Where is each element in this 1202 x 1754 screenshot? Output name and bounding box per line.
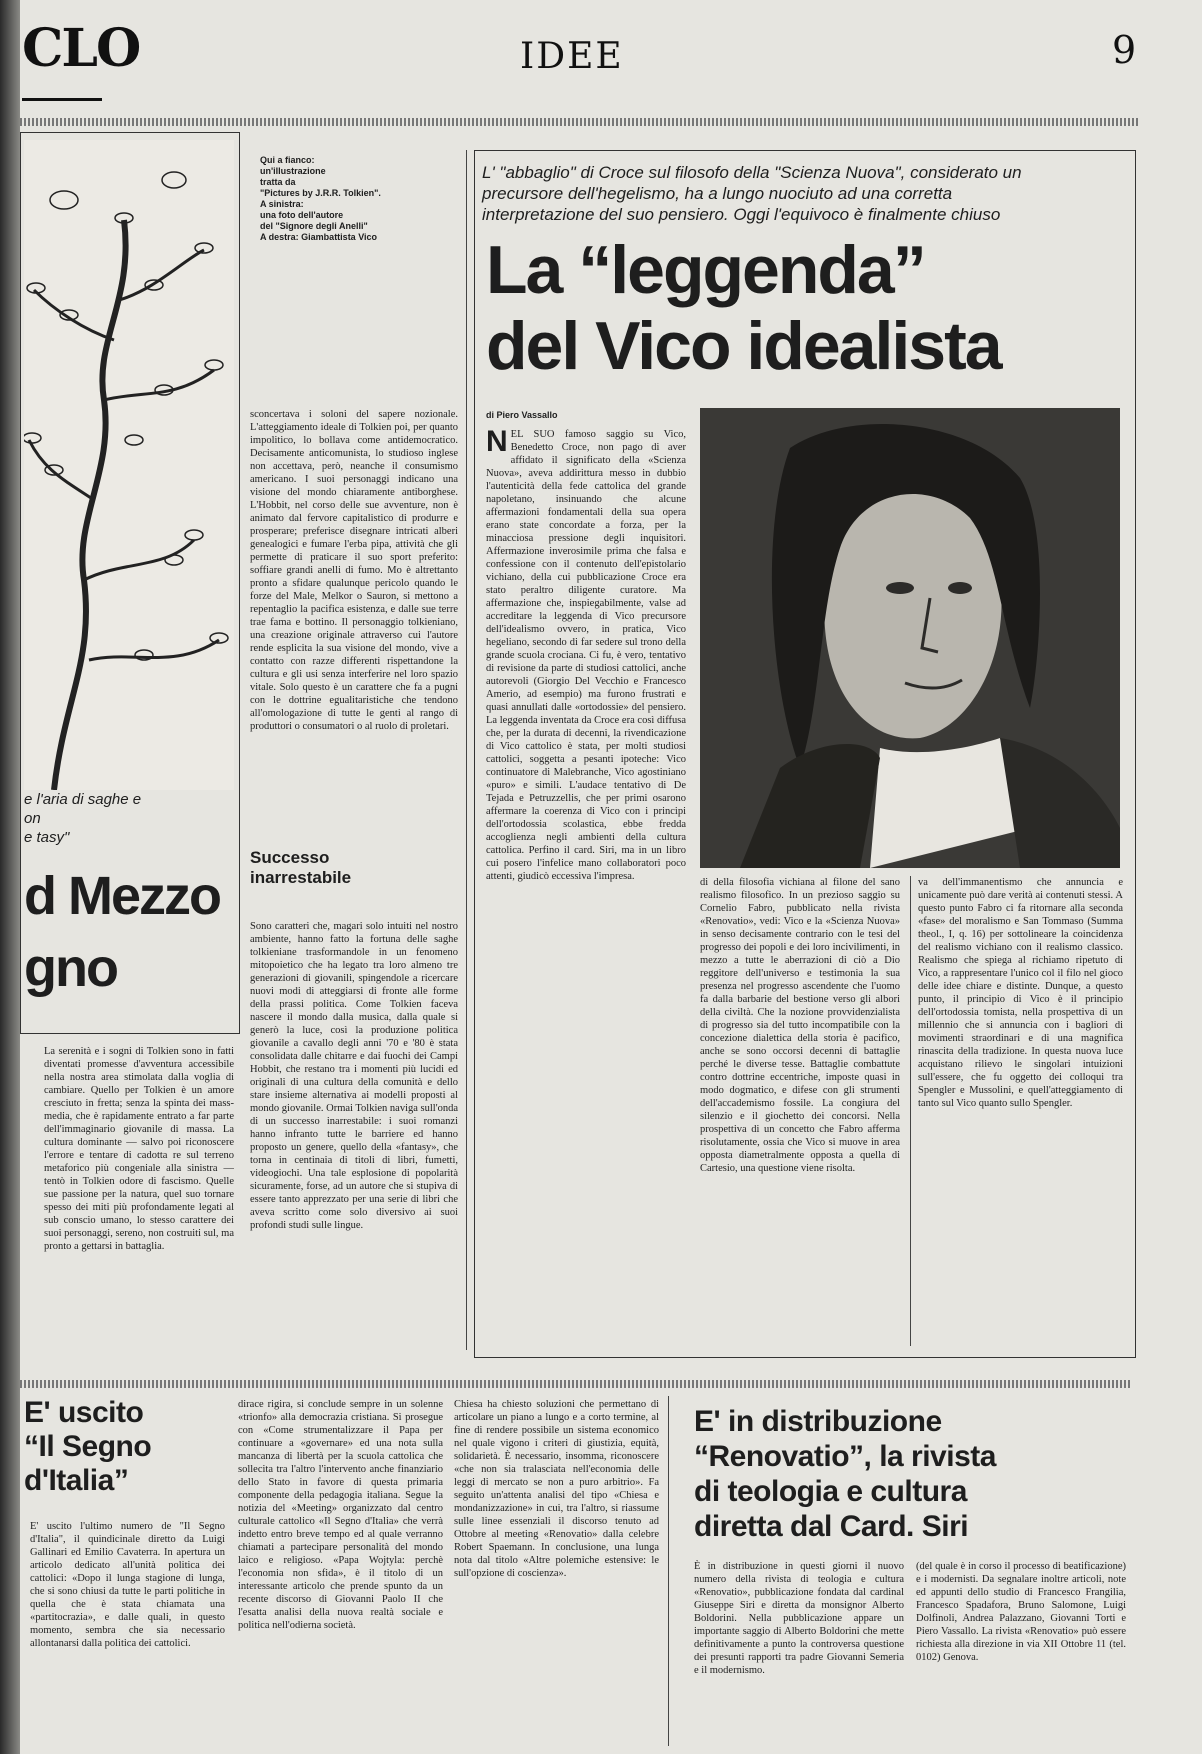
dropcap: N [486,428,508,458]
title-line-2: gno [24,938,117,998]
vico-headline-line-2: del Vico idealista [486,308,1001,384]
tolkien-tree-illustration [24,140,234,790]
renovatio-column-1 [694,1560,904,1750]
renovatio-column-2 [916,1560,1126,1750]
tolkien-col1-text: sconcertava i soloni del sapere nozionale. L'atteggiamento ideale di Tolkien poi, per quanto impolitico, lo bollava come antidemocratico. Decisamente anticomunista, lo studioso inglese non accettava, però, neanche il consumismo americano. I suoi personaggi indicano una visione del mondo chiaramente antiborghese. L'Hobbit, nel corso delle sue avventure, non è animato dal fervore capitalistico di produrre e prosperare; preferisce disegnare intricati alberi genealogici e fumare l'erba pipa, attività che gli permette di praticare il suo sport preferito: soffiare grandi anelli di fumo. Mo è altrettanto pronto a sfidare qualunque pericolo quando le forze del Male, Melkor o Sauron, si mettono a repentaglio la pacifica esistenza, e dalle sue terre trae fama e bottino. Il personaggio tolkieniano, una creazione originale attraverso cui l'autore rende esplicita la sua visione del mondo, vive a contatto con razze differenti rispettandone la cultura e gli usi senza interferire nel loro spazio vitale. Solo questo è un carattere che fa a pugni con le dottrine egualitaristiche che tendono all'omologazione di tutte le genti al rango di produttori o consumatori o al ruolo di proletari. [250,409,458,732]
tolkien-subhead: Successo inarrestabile [250,848,352,887]
credits-text: Qui a fianco: un'illustrazione tratta da "Pictures by J.R.R. Tolkien". A sinistra: una foto dell'autore del "Signore degli Anelli" A destra: Giambattista Vico [260,155,381,242]
segno-col3-text: Chiesa ha chiesto soluzioni che permettano di articolare un piano a lungo e a corto termine, al fine di rendere possibile un sistema economico nel quale vigono i criteri di giustizia, equità, solidarietà. È necessario, insomma, riconoscere «che non sia tralasciata nell'economia delle leggi di mercato se non a puro arbitrio». Fa seguito un'attenta analisi del tipo «Chiesa e mondanizzazione» in cui, tra l'altro, si riassume sulle linee essenziali il discorso tenuto ad Ottobre al meeting «Renovatio» dalla celebre Robert Spaemann. In conclusione, una lunga nota dal titolo «Altre polemiche estensive: le sull'opzione di coscienza». [454,1399,659,1579]
masthead-fragment: CLO [22,18,140,79]
tolkien-column-2 [250,920,458,1340]
vico-column-1 [486,428,686,1348]
segno-column-1 [30,1520,225,1745]
segno-column-3 [454,1398,659,1745]
segno-column-2 [238,1398,443,1745]
left-feature-caption [24,790,234,847]
section-divider [20,1380,1130,1388]
renovatio-col2-text: (del quale è in corso il processo di beatificazione) e i modernisti. Da segnalare inoltre articoli, note ed appunti dello studio di Francesco Frangilia, Francesco Spadafora, Bruno Salomone, Luigi Dolfinoli, Andrea Palazzano, Giovanni Torti e Piero Vassallo. La rivista «Renovatio» può essere richiesta alla direzione in via XII Ottobre 11 (tel. 0102) Genova. [916,1561,1126,1663]
left-feature-title [24,860,234,1004]
caption-text: e l'aria di saghe e on e tasy" [24,791,142,846]
column-rule [466,150,467,1350]
vico-column-3 [918,876,1123,1348]
vico-headline-line-1: La “leggenda” [486,232,925,308]
tolkien-subhead-block [250,848,458,908]
tolkien-column-1 [250,408,458,838]
masthead-rule [22,98,102,101]
vico-col3-text: va dell'immanentismo che annuncia e unicamente può dare verità ai contenuti stessi. A questo punto Fabro ci fa ritornare alla seconda «fase» del moralismo e San Tommaso (Summa theol., I, q. 16) per sottolineare la coincidenza del realismo vichiano con il realismo classico. Realismo che spiega al richiamo ripetuto di Vico, a rappresentare l'unico col il filo nel gioco delle idee chiare e distinte. Dunque, a questo punto, il principio di Vico è il principio dell'ortodossia tomista, nella prospettiva di un millennio che si annuncia con i bagliori di movimenti straordinari e di una magnifica rinascita della tradizione. In questa nuova luce acquistano rilievo le singolari intuizioni sull'essere, che fu oggetto dei colloqui tra Spengler e Mussolini, e quell'atteggiamento di tanto sul Vico quanto sullo Spengler. [918,877,1123,1109]
renovatio-col1-text: È in distribuzione in questi giorni il nuovo numero della rivista di teologia e cultura «Renovatio», pubblicazione fondata dal cardinal Giuseppe Siri e diretta da monsignor Alberto Boldorini. Nella pubblicazione appare un importante saggio di Alberto Boldorini che mette definitivamente a punto la controversa questione dei presunti rapporti tra padre Giovanni Semeria e il modernismo. [694,1561,904,1676]
left-feature-body: La serenità e i sogni di Tolkien sono in fatti diventati promesse d'avventura accessibile nella nostra area stimolata dalla voglia di cambiare. Quello per Tolkien è un amore cresciuto in fretta; senza la spinta dei mass-media, che è rapidamente entrato a far parte dell'immaginario giovanile di massa. La cultura dominante — salvo poi riconoscere l'errore e tentare di cadotta re sul terreno metaforico più congeniale alla sinistra — tentò in Tolkien odore di fascismo. Quelle sue passione per la natura, quel suo tornare spesso dei miti più profondamente legati al sub conscio umano, lo stesso carattere dei suoi personaggi, sereno, non costruiti sul, ma pronto a gettarsi in battaglia. [44,1046,234,1252]
vico-byline: di Piero Vassallo [486,410,558,420]
left-feature-body-column [44,1045,234,1340]
page-number: 9 [1112,28,1137,72]
segno-col2-text: dirace rigira, si conclude sempre in un solenne «trionfo» alla democrazia cristiana. Si prosegue con «Come strumentalizzare il Papa per continuare a «governare» ed una nota sulla mancanza di libertà per la scuola cattolica che sollecita tra l'altro l'intervento anche finanziario dello Stato in favore di questa primaria componente della pedagogia italiana. Segue la notizia del «Meeting» organizzato dal centro culturale cattolico «Il Segno d'Italia» che verrà indetto entro breve tempo ed al quale verranno chiamati a partecipare personalità del mondo laico e religioso. «Papa Wojtyla: perchè l'economia non sfida», è il titolo di un interessante articolo che prende spunto da un recente discorso di Giovanni Paolo II che l'esatta analisi della nuova realtà sociale e politica nell'odierna società. [238,1399,443,1631]
segno-title: E' uscito “Il Segno d'Italia” [24,1396,152,1497]
section-title: IDEE [520,36,624,77]
vico-headline [486,232,1086,384]
vico-portrait-photo [700,408,1120,868]
bottom-column-rule [668,1396,669,1746]
segno-col1-text: E' uscito l'ultimo numero de "Il Segno d'Italia", il quindicinale diretto da Luigi Gallinari ed Emilio Cavaterra. In apertura un articolo dedicato all'unità politica dei cattolici: «Dopo il lunga stagione di lunga, che si sono chiusi da tutte le parti politiche in quella che è stata chiamata una «partitocrazia», e dalle quali, in questo momento, sembra che sia necessario allontanarsi dalla politica dei cattolici. [30,1521,225,1649]
header-rule [20,118,1140,126]
vico-col2-text: di della filosofia vichiana al filone del sano realismo filosofico. In un prezioso saggio su Cornelio Fabro, pubblicato nella rivista «Renovatio», vedi: Vico e la «Scienza Nuova» in senso decisamente contrario con le tesi del progresso dei popoli e dei loro incivilimenti, in mezzo a tutte le aberrazioni di ciò a Dio reggitore dell'universo e testimonia la sua presenza nel progresso ascendente che l'uomo fa dalla barbarie del bestione verso gli albori della civiltà. Che la nozione provvidenzialista di progresso sia del tutto incompatibile con la concezione dialettica della storia è pacifico, anche se sono occorsi decenni di battaglie perché le diverse tesse. Battaglie combattute contro dottrine eccentriche, imposte quasi in modo dogmatico, e difese con gli strumenti dell'accademismo fossile. La congiura del silenzio e il giochetto dei concorsi. Nella prospettiva di un concetto che Fabro afferma risolutamente, ossia che Vico si muove in area opposta diametralmente opposta a quella di Cartesio, una questione viene risolta. [700,877,900,1174]
tolkien-col2-text: Sono caratteri che, magari solo intuiti nel nostro ambiente, hanno fatto la fortuna delle saghe tolkieniane trasformandole in un fenomeno mitopoietico che ha legato tra loro almeno tre generazioni di giovanili, spingendole a ricercare nuovi modi di atteggiarsi di fronte alle forme della prassi politica. Come Tolkien faceva nascere il mondo dalla musica, dalla quale si generò la luce, così la produzione politica giovanile a cavallo degli anni '70 e '80 è stata consolidata dalle chitarre e dai fuochi dei Campi Hobbit, che restano tra i momenti più lucidi ed originali di una cultura della comunità e dello stare insieme alternativa ai modelli proposti al mondo giovanile. Ormai Tolkien naviga sull'onda di un successo inarrestabile: i suoi romanzi hanno infranto tutte le barriere ed hanno proposto un genere, quello della «fantasy», che torna in centinaia di titoli di libri, fumetti, videogiochi. Una tale esplosione di popolarità sicuramente, forse, ad un autore che si stupiva di essere tanto apprezzato per una serie di libri che aveva scritto come solo diversivo ai suoi profondi studi sulle lingue. [250,921,458,1231]
vico-column-2 [700,876,900,1348]
vico-kicker: L' "abbaglio" di Croce sul filosofo della "Scienza Nuova", considerato un precursore dell'hegelismo, ha a lungo nuociuto ad una corretta interpretazione del suo pensiero. Oggi l'equivoco è finalmente chiuso [482,163,1022,224]
vico-column-rule [910,876,911,1346]
renovatio-title: E' in distribuzione “Renovatio”, la rivista di teologia e cultura diretta dal Card. Siri [694,1405,996,1543]
photo-credits [260,155,410,243]
title-line-1: d Mezzo [24,866,220,926]
page-spine [0,0,20,1754]
vico-col1-text: EL SUO famoso saggio su Vico, Benedetto Croce, non pago di aver affidato il significato della «Scienza Nuova», aveva addirittura messo in dubbio l'autenticità della fede cattolica del grande napoletano, insinuando che alcune affermazioni fondamentali della sua opera erano state concordate a forza, per la minacciosa pressione degli inquisitori. Affermazione inverosimile prima che falsa e confessione con il contenuto dell'epistolario vichiano, della cui pubblicazione Croce era stato peraltro diligente curatore. Ma affermazione che, inspiegabilmente, valse ad accreditare la leggenda di Vico precursore dell'idealismo ovvero, in pratica, Vico hegeliano, secondo di far sedere sul trono della grande scuola crociana. Ci fu, è vero, tentativo di revisione da parte di studiosi cattolici, anche autorevoli (Giorgio Del Vecchio e Francesco Amerio, ad esempio) ma furono frustrati e quasi annullati dalle «ortodossie» del pensiero. La leggenda inventata da Croce era così diffusa che, per la durata di decenni, la rivendicazione di Vico cattolico è stata, per molti studiosi cattolici, soggetta a pesanti ipoteche: Vico continuatore di Malebranche, Vico agostiniano «puro» e simili. L'audace tentativo di De Tejada e Petruzzellis, che per primi osarono affermare la coerenza di Vico con i principi dell'ortodossia scolastica, ebbe fredda accoglienza negli ambienti della cultura cattolica. Perfino il card. Siri, ma in un libro cui posero l'infelice mano collaboratori poco attenti, giudicò eccessiva l'impresa. [486,429,686,882]
